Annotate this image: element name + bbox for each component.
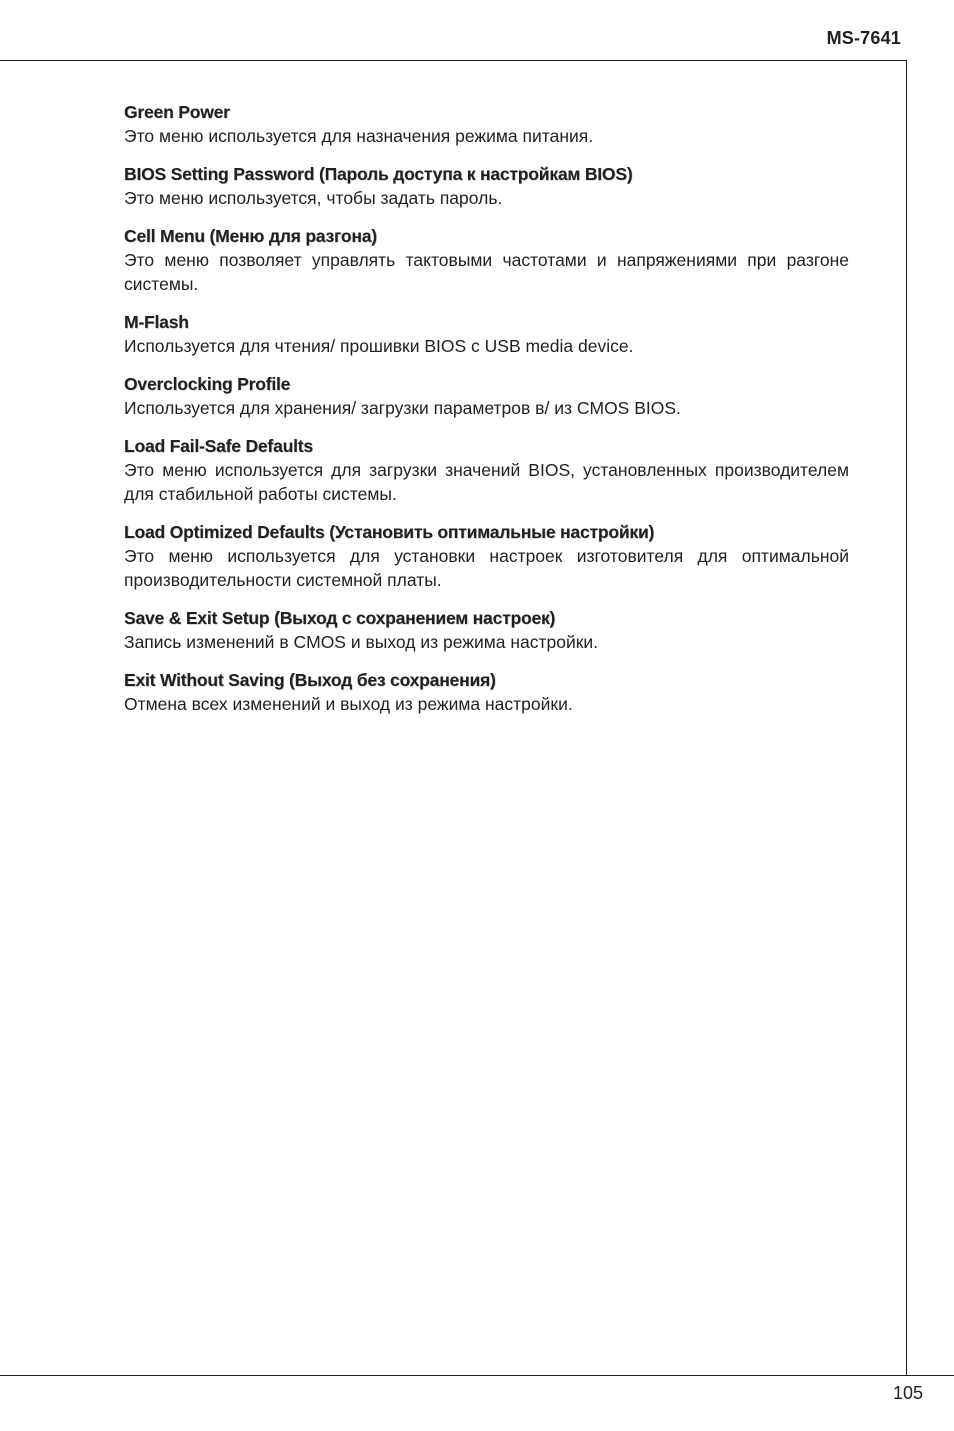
section-description: Используется для чтения/ прошивки BIOS с USB media device.: [124, 336, 634, 356]
section-description: Это меню позволяет управлять тактовыми частотами и напряжениями при разгоне системы.: [124, 250, 849, 294]
page-border-right: [906, 60, 907, 1375]
section-title: BIOS Setting Password (Пароль доступа к настройкам BIOS): [124, 164, 633, 184]
header-rule: [0, 60, 906, 61]
section-description: Это меню используется для загрузки значений BIOS, установленных производителем для стабильной работы системы.: [124, 460, 849, 504]
section-title: Load Fail-Safe Defaults: [124, 436, 313, 456]
section-description: Используется для хранения/ загрузки параметров в/ из CMOS BIOS.: [124, 398, 681, 418]
section-title: Load Optimized Defaults (Установить оптимальные настройки): [124, 522, 655, 542]
section-title: Overclocking Profile: [124, 374, 291, 394]
model-number: MS-7641: [826, 28, 901, 48]
section-title: Green Power: [124, 102, 230, 122]
section-description: Это меню используется для назначения режима питания.: [124, 126, 594, 146]
section-green-power: [124, 100, 849, 148]
section-bios-setting-password: [124, 162, 849, 210]
section-save-exit-setup: [124, 606, 849, 654]
section-load-fail-safe-defaults: [124, 434, 849, 506]
section-cell-menu: [124, 224, 849, 296]
section-title: Save & Exit Setup (Выход с сохранением настроек): [124, 608, 556, 628]
section-title: Cell Menu (Меню для разгона): [124, 226, 377, 246]
section-description: Отмена всех изменений и выход из режима настройки.: [124, 694, 573, 714]
section-exit-without-saving: [124, 668, 849, 716]
footer-rule: [0, 1375, 954, 1376]
section-description: Это меню используется, чтобы задать пароль.: [124, 188, 503, 208]
section-overclocking-profile: [124, 372, 849, 420]
section-title: M-Flash: [124, 312, 189, 332]
page-content: [124, 100, 849, 730]
section-title: Exit Without Saving (Выход без сохранения): [124, 670, 496, 690]
section-m-flash: [124, 310, 849, 358]
section-load-optimized-defaults: [124, 520, 849, 592]
section-description: Запись изменений в CMOS и выход из режима настройки.: [124, 632, 599, 652]
page-number: 105: [892, 1383, 923, 1403]
section-description: Это меню используется для установки настроек изготовителя для оптимальной производительности системной платы.: [124, 546, 849, 590]
